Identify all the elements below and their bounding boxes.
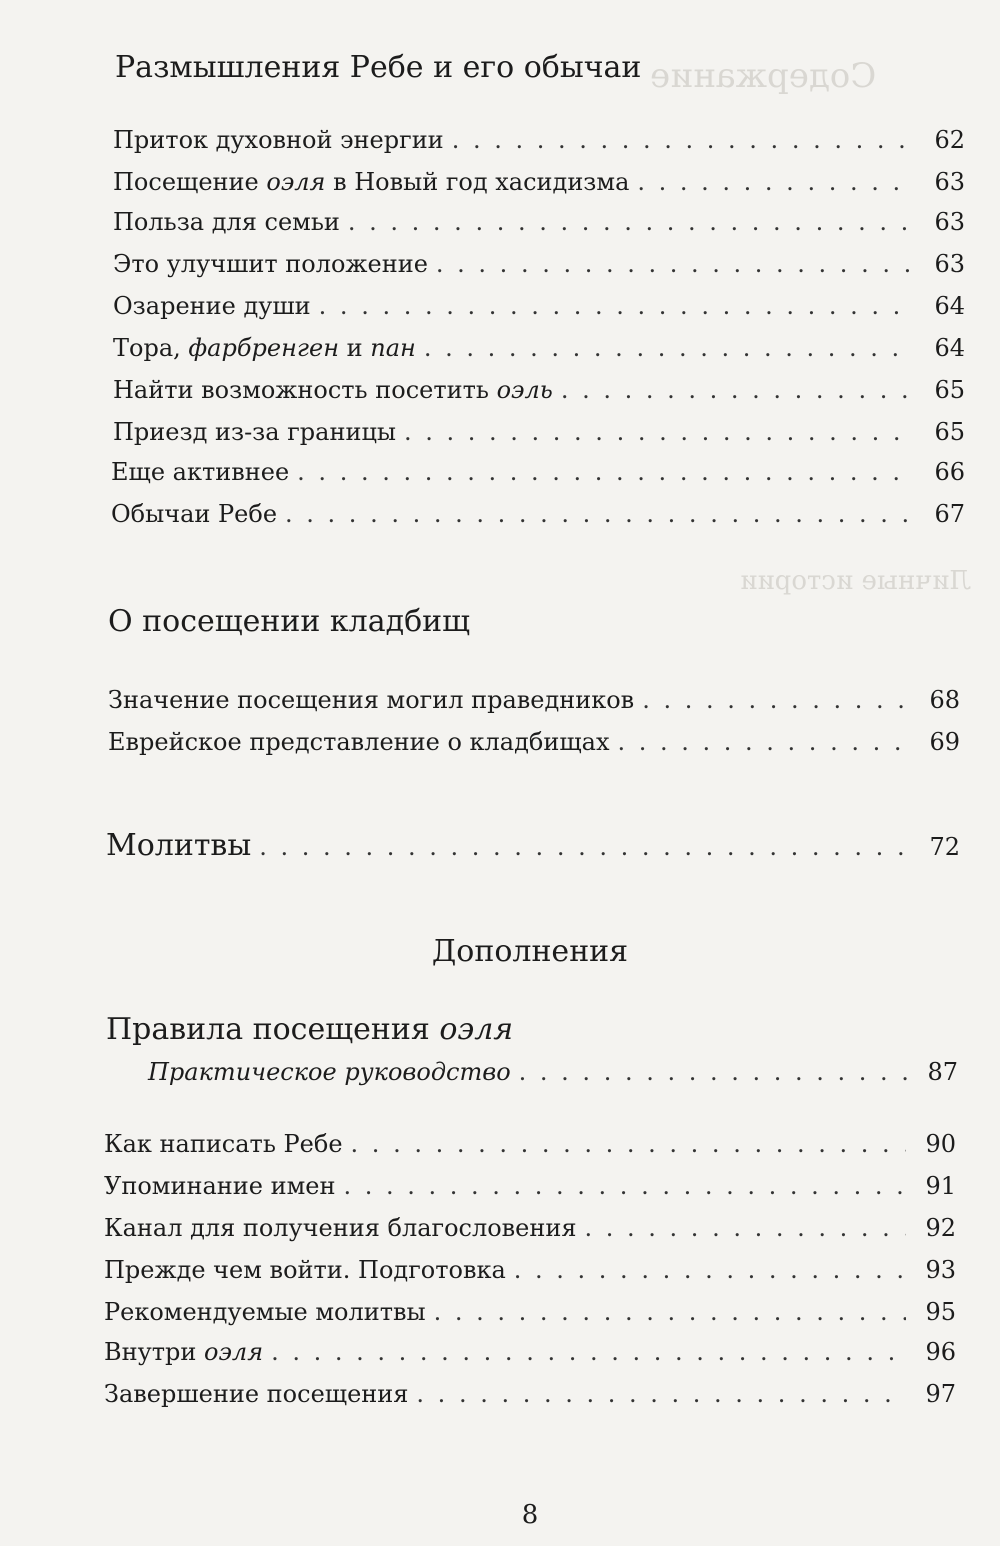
- toc-entry-title: Прежде чем войти. Подготовка: [104, 1256, 506, 1284]
- leader-dots: [348, 208, 915, 236]
- rules-heading: Правила посещения оэля: [106, 1012, 514, 1047]
- section-heading-reflections: Размышления Ребе и его обычаи: [115, 50, 642, 85]
- toc-entry[interactable]: [113, 376, 965, 404]
- toc-entry[interactable]: [104, 1338, 956, 1366]
- toc-entry-page: 64: [934, 334, 965, 362]
- toc-entry-title: Рекомендуемые молитвы: [104, 1298, 426, 1326]
- toc-entry[interactable]: [104, 1214, 956, 1242]
- leader-dots: [617, 728, 910, 756]
- leader-dots: [514, 1256, 906, 1284]
- leader-dots: [519, 1058, 908, 1086]
- leader-dots: [271, 1338, 906, 1366]
- toc-entry[interactable]: [104, 1298, 956, 1326]
- toc-entry-page: 90: [925, 1130, 956, 1158]
- rules-subtitle: Практическое руководство: [148, 1058, 511, 1086]
- toc-entry[interactable]: [104, 1380, 956, 1408]
- page-number: 8: [521, 1500, 539, 1530]
- toc-entry-prayers[interactable]: [106, 828, 960, 863]
- toc-entry-title: Значение посещения могил праведников: [108, 686, 635, 714]
- toc-entry-title: Это улучшит положение: [113, 250, 428, 278]
- toc-entry-page: 64: [934, 292, 965, 320]
- toc-entry-title: Польза для семьи: [113, 208, 340, 236]
- leader-dots: [343, 1172, 906, 1200]
- leader-dots: [285, 500, 915, 528]
- toc-entry-title: Озарение души: [113, 292, 311, 320]
- toc-entry-title: Найти возможность посетить оэль: [113, 376, 553, 404]
- leader-dots: [452, 126, 915, 154]
- toc-entry[interactable]: [108, 686, 960, 714]
- toc-entry-page: 69: [929, 728, 960, 756]
- leader-dots: [642, 686, 910, 714]
- toc-entry-title: Еще активнее: [111, 458, 290, 486]
- toc-entry-page: 92: [925, 1214, 956, 1242]
- toc-entry[interactable]: [113, 250, 965, 278]
- toc-entry-title: Молитвы: [106, 828, 252, 863]
- toc-entry[interactable]: [113, 334, 965, 362]
- toc-entry-title: Как написать Ребе: [104, 1130, 343, 1158]
- toc-entry-page: 72: [929, 833, 960, 861]
- toc-entry-title: Тора, фарбренген и пан: [113, 334, 416, 362]
- leader-dots: [416, 1380, 906, 1408]
- section-heading-cemeteries: О посещении кладбищ: [108, 604, 471, 639]
- bleed-through-heading: Личные истории: [740, 566, 972, 596]
- toc-entry-page: 63: [934, 168, 965, 196]
- leader-dots: [297, 458, 915, 486]
- leader-dots: [424, 334, 915, 362]
- toc-entry-title: Завершение посещения: [104, 1380, 409, 1408]
- toc-entry[interactable]: [111, 458, 965, 486]
- leader-dots: [561, 376, 915, 404]
- toc-entry[interactable]: [104, 1256, 956, 1284]
- toc-entry[interactable]: [111, 500, 965, 528]
- toc-entry-page: 95: [925, 1298, 956, 1326]
- toc-entry-page: 68: [929, 686, 960, 714]
- toc-entry-title: Канал для получения благословения: [104, 1214, 577, 1242]
- toc-entry[interactable]: [113, 292, 965, 320]
- toc-entry-title: Приток духовной энергии: [113, 126, 444, 154]
- toc-entry-page: 91: [925, 1172, 956, 1200]
- toc-entry-title: Еврейское представление о кладбищах: [108, 728, 610, 756]
- toc-entry[interactable]: [108, 728, 960, 756]
- leader-dots: [436, 250, 915, 278]
- toc-entry-page: 93: [925, 1256, 956, 1284]
- toc-entry[interactable]: [113, 208, 965, 236]
- toc-entry-title: Упоминание имен: [104, 1172, 336, 1200]
- toc-entry-page: 63: [934, 250, 965, 278]
- toc-entry-page: 65: [934, 418, 965, 446]
- toc-entry-title: Обычаи Ребе: [111, 500, 278, 528]
- toc-entry-page: 66: [934, 458, 965, 486]
- toc-entry-title: Внутри оэля: [104, 1338, 264, 1366]
- toc-entry[interactable]: [113, 168, 965, 196]
- toc-entry-page: 96: [925, 1338, 956, 1366]
- toc-entry-title: Посещение оэля в Новый год хасидизма: [113, 168, 630, 196]
- toc-entry-title: Приезд из-за границы: [113, 418, 396, 446]
- toc-entry-page: 62: [934, 126, 965, 154]
- toc-entry[interactable]: [104, 1172, 956, 1200]
- appendix-heading: Дополнения: [431, 934, 629, 969]
- bleed-through-title: Содержание: [650, 56, 877, 96]
- toc-entry-page: 65: [934, 376, 965, 404]
- leader-dots: [319, 292, 915, 320]
- toc-entry-page: 87: [927, 1058, 958, 1086]
- toc-entry[interactable]: [113, 418, 965, 446]
- leader-dots: [351, 1130, 906, 1158]
- toc-entry[interactable]: [104, 1130, 956, 1158]
- toc-entry[interactable]: [113, 126, 965, 154]
- toc-entry-page: 63: [934, 208, 965, 236]
- leader-dots: [434, 1298, 906, 1326]
- leader-dots: [259, 833, 910, 861]
- leader-dots: [637, 168, 915, 196]
- toc-entry-page: 97: [925, 1380, 956, 1408]
- toc-entry-page: 67: [934, 500, 965, 528]
- leader-dots: [404, 418, 915, 446]
- toc-entry-rules-subtitle[interactable]: [148, 1058, 958, 1086]
- leader-dots: [585, 1214, 906, 1242]
